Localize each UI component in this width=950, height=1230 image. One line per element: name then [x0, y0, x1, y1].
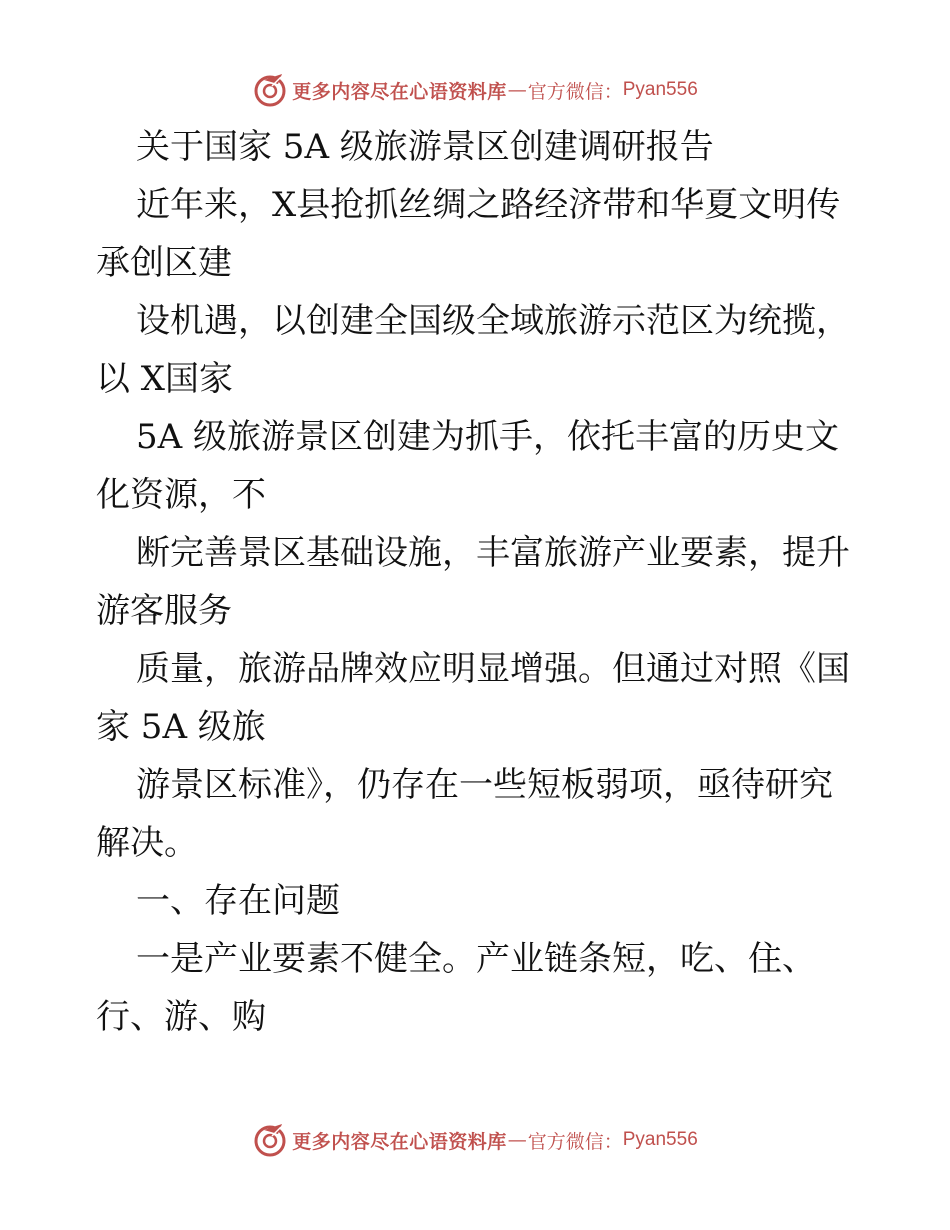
text-line-12: 解决。 [96, 823, 198, 863]
library-logo-icon [252, 1122, 288, 1158]
section-heading: 一、存在问题 [136, 881, 340, 921]
text-line-11: 游景区标准》，仍存在一些短板弱项，亟待研究 [136, 765, 833, 805]
text-line-5: 5A 级旅游景区创建为抓手，依托丰富的历史文 [136, 417, 839, 457]
text-line-4: 以 X国家 [96, 359, 234, 399]
footer-banner[interactable] [0, 1118, 950, 1162]
text-line-15: 行、游、购 [96, 997, 266, 1037]
footer-banner-separator: — [507, 1129, 527, 1151]
text-line-3: 设机遇，以创建全国级全域旅游示范区为统揽， [136, 301, 850, 341]
text-line-2: 承创区建 [96, 243, 232, 283]
footer-banner-text: 更多内容尽在心语资料库 [292, 1130, 507, 1153]
footer-banner-contact-label: 官方微信： [527, 1130, 623, 1153]
header-banner-separator: — [507, 79, 527, 101]
text-line-10: 家 5A 级旅 [96, 707, 266, 747]
text-line-7: 断完善景区基础设施，丰富旅游产业要素，提升 [136, 533, 850, 573]
header-banner-text: 更多内容尽在心语资料库 [292, 80, 507, 103]
header-banner[interactable] [0, 68, 950, 112]
footer-banner-contact-id: Pyan556 [622, 1129, 698, 1150]
header-banner-contact-label: 官方微信： [527, 80, 623, 103]
document-body [96, 118, 856, 1046]
text-line-6: 化资源，不 [96, 475, 266, 515]
header-banner-contact-id: Pyan556 [622, 79, 698, 100]
text-line-8: 游客服务 [96, 591, 232, 631]
text-line-9: 质量，旅游品牌效应明显增强。但通过对照《国 [136, 649, 850, 689]
text-line-1: 近年来，X县抢抓丝绸之路经济带和华夏文明传 [136, 185, 841, 225]
document-title: 关于国家 5A 级旅游景区创建调研报告 [136, 127, 714, 167]
library-logo-icon [252, 72, 288, 108]
text-line-14: 一是产业要素不健全。产业链条短，吃、住、 [136, 939, 816, 979]
